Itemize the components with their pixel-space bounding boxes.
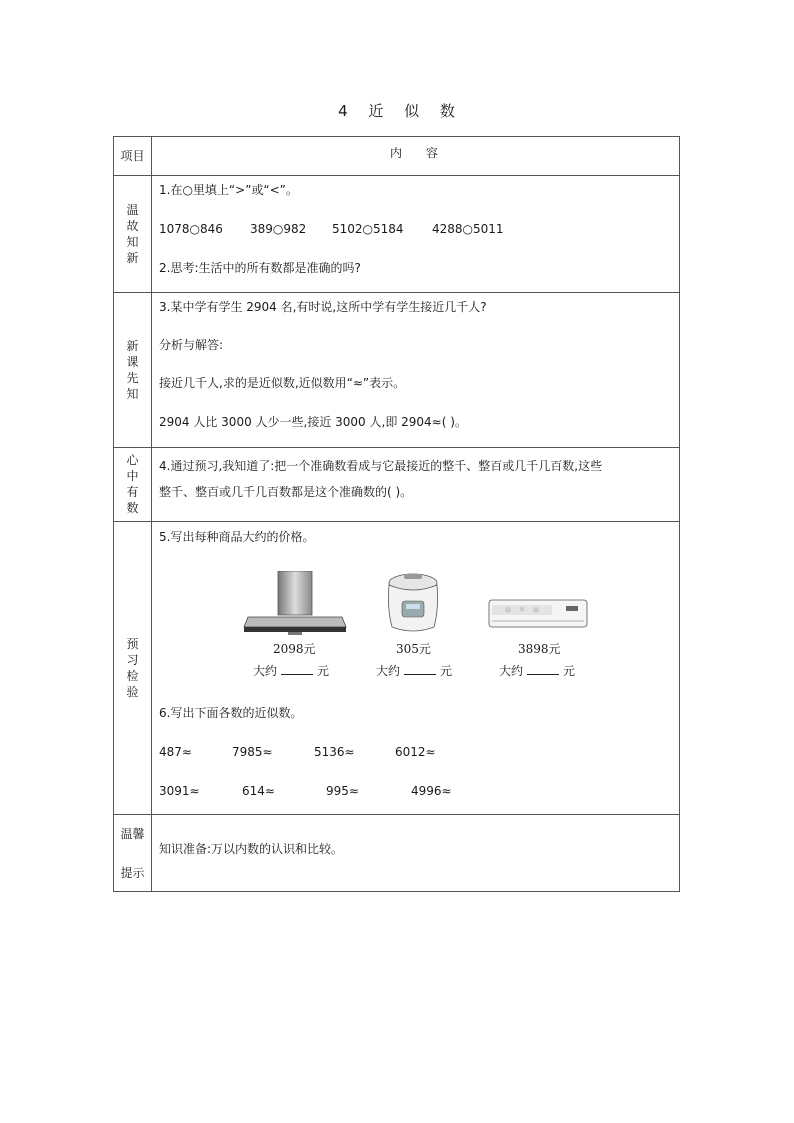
air-conditioner-image [488,599,588,629]
row-label-insight [114,447,151,521]
row-divider [114,292,679,293]
compare-1: 1078○846 [159,222,223,236]
answer-blank[interactable] [281,662,313,675]
header-item [114,137,151,175]
label-char: 中 [126,469,139,483]
question-4-line-2: 整千、整百或几千几百数都是这个准确数的( )。 [159,485,413,499]
label-char: 新 [126,338,139,353]
analysis-line-1: 接近几千人,求的是近似数,近似数用“≈”表示。 [159,376,406,390]
approx-8: 4996≈ [411,784,452,798]
about-prefix: 大约 [499,664,524,678]
label-text: 提示 [120,866,145,881]
row-divider [114,814,679,815]
row-divider [114,175,679,176]
price-rice-cooker: 305元 [396,642,431,656]
compare-2: 389○982 [250,222,307,236]
approx-5: 3091≈ [159,784,200,798]
label-char: 预 [126,636,139,651]
question-1: 1.在○里填上“>”或“<”。 [159,183,298,197]
row-label-tips [114,814,151,893]
approx-1: 487≈ [159,745,192,759]
row-label-preview [114,292,151,447]
about-suffix: 元 [317,664,330,678]
label-char: 检 [126,668,139,683]
label-text: 温馨 [120,826,145,841]
question-3: 3.某中学有学生 2904 名,有时说,这所中学有学生接近几千人? [159,300,487,314]
approx-3: 5136≈ [314,745,355,759]
about-suffix: 元 [440,664,453,678]
label-char: 课 [126,354,139,369]
compare-3: 5102○5184 [332,222,404,236]
question-5: 5.写出每种商品大约的价格。 [159,530,315,544]
label-char: 有 [126,485,139,499]
approx-2: 7985≈ [232,745,273,759]
header-content: 内 容 [390,146,438,160]
question-2: 2.思考:生活中的所有数都是准确的吗? [159,261,361,275]
approx-4: 6012≈ [395,745,436,759]
label-char: 知 [126,386,139,401]
row-label-check [114,521,151,814]
about-prefix: 大约 [253,664,278,678]
label-char: 新 [126,250,139,265]
about-range-hood [253,662,329,679]
price-air-conditioner: 3898元 [518,642,561,656]
answer-blank[interactable] [527,662,559,675]
analysis-label: 分析与解答: [159,338,224,352]
question-4-line-1: 4.通过预习,我知道了:把一个准确数看成与它最接近的整千、整百或几千几百数,这些 [159,459,603,473]
about-air-conditioner [499,662,575,679]
approx-6: 614≈ [242,784,275,798]
page-title: 4 近 似 数 [338,102,456,120]
label-char: 先 [126,370,139,385]
analysis-line-2: 2904 人比 3000 人少一些,接近 3000 人,即 2904≈( )。 [159,415,467,429]
label-char: 温 [126,202,139,217]
row-divider [114,521,679,522]
row-label-review [114,175,151,292]
label-char: 验 [126,684,139,699]
label-char: 数 [126,501,139,515]
label-char: 习 [126,652,139,667]
about-prefix: 大约 [376,664,401,678]
header-item-text: 项目 [120,149,145,163]
label-char: 故 [126,218,139,233]
column-divider [151,137,152,891]
rice-cooker-image [384,573,442,635]
approx-7: 995≈ [326,784,359,798]
compare-4: 4288○5011 [432,222,504,236]
label-char: 心 [126,453,139,467]
answer-blank[interactable] [404,662,436,675]
worksheet-table [113,136,680,892]
label-char: 知 [126,234,139,249]
question-6: 6.写出下面各数的近似数。 [159,706,303,720]
price-range-hood: 2098元 [273,642,316,656]
about-suffix: 元 [563,664,576,678]
row-divider [114,447,679,448]
tips-text: 知识准备:万以内数的认识和比较。 [159,842,344,856]
range-hood-image [242,571,348,637]
about-rice-cooker [376,662,452,679]
